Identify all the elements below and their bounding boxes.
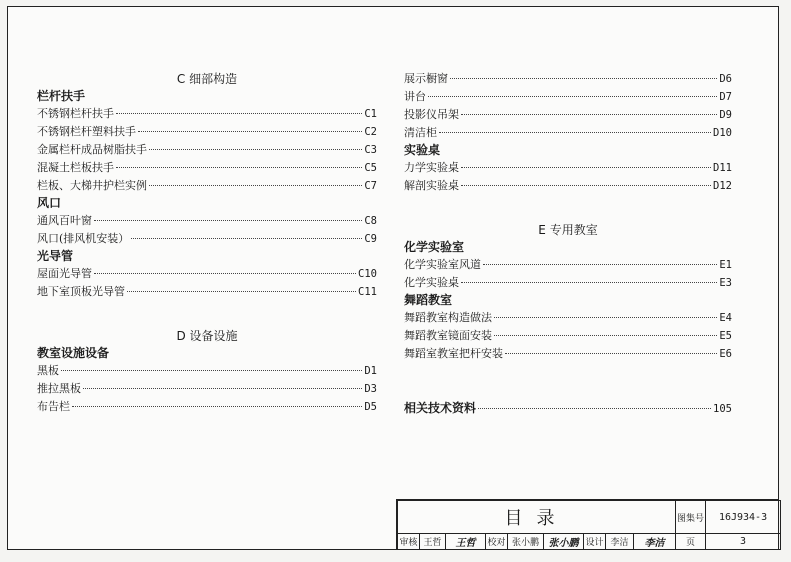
leader-dots xyxy=(127,291,356,292)
toc-entry-title: 力学实验桌 xyxy=(404,161,459,174)
toc-left-column xyxy=(37,70,377,416)
toc-entry-title: 舞蹈室教室把杆安装 xyxy=(404,347,503,360)
toc-entry[interactable] xyxy=(404,88,732,106)
toc-group-heading: 化学实验室 xyxy=(404,240,465,254)
design-signature: 李洁 xyxy=(634,534,676,550)
toc-right-column xyxy=(404,70,732,417)
toc-entry[interactable] xyxy=(37,212,377,230)
toc-entry-title: 不锈钢栏杆塑料扶手 xyxy=(37,125,136,138)
toc-entry-title: 风口(排风机安装） xyxy=(37,232,130,245)
check-name: 张小鹏 xyxy=(508,534,544,550)
toc-entry-title: 地下室顶板光导管 xyxy=(37,285,125,298)
toc-entry-page: D1 xyxy=(364,365,377,377)
review-label: 审核 xyxy=(398,534,420,550)
toc-entry[interactable] xyxy=(404,106,732,124)
groups-d2 xyxy=(404,142,732,195)
toc-entry-page: E6 xyxy=(719,348,732,360)
toc-entry-title: 展示橱窗 xyxy=(404,72,448,85)
review-signature: 王哲 xyxy=(446,534,486,550)
toc-entry-page: 105 xyxy=(713,403,732,415)
atlas-label: 图集号 xyxy=(676,501,706,534)
leader-dots xyxy=(428,96,717,97)
toc-entry[interactable] xyxy=(37,141,377,159)
leader-dots xyxy=(138,131,362,132)
leader-dots xyxy=(439,132,711,133)
toc-group-heading: 风口 xyxy=(37,196,62,210)
toc-entry-title: 舞蹈教室镜面安装 xyxy=(404,329,492,342)
leader-dots xyxy=(505,353,717,354)
toc-entry-page: C9 xyxy=(364,233,377,245)
atlas-number: 16J934-3 xyxy=(706,501,781,534)
toc-entry-page: C2 xyxy=(364,126,377,138)
leader-dots xyxy=(149,149,362,150)
leader-dots xyxy=(116,167,362,168)
toc-entry-page: D9 xyxy=(719,109,732,121)
groups-c xyxy=(37,88,377,301)
toc-entry-title: 不锈钢栏杆扶手 xyxy=(37,107,114,120)
leader-dots xyxy=(72,406,362,407)
toc-group-heading: 教室设施设备 xyxy=(37,346,110,360)
leader-dots xyxy=(131,238,362,239)
toc-entry-page: C8 xyxy=(364,215,377,227)
leader-dots xyxy=(461,114,717,115)
toc-entry-related[interactable] xyxy=(404,399,732,417)
section-c-title: C 细部构造 xyxy=(176,72,238,86)
toc-entry-title: 金属栏杆成品树脂扶手 xyxy=(37,143,147,156)
leader-dots xyxy=(461,282,717,283)
section-d-title: D 设备设施 xyxy=(176,329,238,343)
leader-dots xyxy=(494,335,717,336)
toc-entry-title: 黑板 xyxy=(37,364,59,377)
document-title: 目录 xyxy=(398,501,676,534)
toc-entry-title: 化学实验室风道 xyxy=(404,258,481,271)
toc-entry[interactable] xyxy=(37,398,377,416)
toc-entry-title: 投影仪吊架 xyxy=(404,108,459,121)
toc-entry[interactable] xyxy=(37,283,377,301)
groups-e xyxy=(404,239,732,363)
toc-entry-title: 化学实验桌 xyxy=(404,276,459,289)
toc-group-heading: 栏杆扶手 xyxy=(37,89,86,103)
toc-entry[interactable] xyxy=(404,345,732,363)
review-name: 王哲 xyxy=(420,534,446,550)
toc-entry[interactable] xyxy=(37,265,377,283)
toc-entry[interactable] xyxy=(404,159,732,177)
toc-entry[interactable] xyxy=(404,70,732,88)
toc-entry-title: 混凝土栏板扶手 xyxy=(37,161,114,174)
toc-entry-page: D10 xyxy=(713,127,732,139)
toc-entry-page: D11 xyxy=(713,162,732,174)
leader-dots xyxy=(461,167,711,168)
page-number: 3 xyxy=(706,534,781,550)
toc-entry-page: C5 xyxy=(364,162,377,174)
check-signature: 张小鹏 xyxy=(544,534,584,550)
toc-entry[interactable] xyxy=(37,123,377,141)
toc-entry-title: 推拉黑板 xyxy=(37,382,81,395)
toc-entry-title: 讲台 xyxy=(404,90,426,103)
toc-group-heading: 光导管 xyxy=(37,249,74,263)
leader-dots xyxy=(83,388,362,389)
toc-entry[interactable] xyxy=(404,327,732,345)
leader-dots xyxy=(478,408,711,409)
toc-entry-page: E1 xyxy=(719,259,732,271)
toc-entry-page: D5 xyxy=(364,401,377,413)
toc-entry-page: C1 xyxy=(364,108,377,120)
toc-entry[interactable] xyxy=(404,309,732,327)
d-continued-items xyxy=(404,70,732,142)
leader-dots xyxy=(94,220,362,221)
leader-dots xyxy=(461,185,711,186)
toc-entry-page: E5 xyxy=(719,330,732,342)
toc-entry[interactable] xyxy=(37,159,377,177)
leader-dots xyxy=(116,113,362,114)
leader-dots xyxy=(494,317,717,318)
leader-dots xyxy=(149,185,362,186)
toc-entry[interactable] xyxy=(404,177,732,195)
check-label: 校对 xyxy=(486,534,508,550)
toc-entry[interactable] xyxy=(404,124,732,142)
toc-entry-page: C10 xyxy=(358,268,377,280)
toc-entry[interactable] xyxy=(37,380,377,398)
title-block xyxy=(396,499,779,550)
toc-entry-title: 通风百叶窗 xyxy=(37,214,92,227)
page-label: 页 xyxy=(676,534,706,550)
toc-entry-page: E4 xyxy=(719,312,732,324)
toc-entry[interactable] xyxy=(404,256,732,274)
toc-group-heading: 舞蹈教室 xyxy=(404,293,453,307)
leader-dots xyxy=(483,264,717,265)
toc-entry[interactable] xyxy=(404,274,732,292)
groups-d xyxy=(37,345,377,416)
toc-entry-title: 解剖实验桌 xyxy=(404,179,459,192)
toc-entry-title: 相关技术资料 xyxy=(404,401,477,415)
toc-entry-page: D12 xyxy=(713,180,732,192)
toc-entry-page: E3 xyxy=(719,277,732,289)
leader-dots xyxy=(450,78,717,79)
leader-dots xyxy=(61,370,362,371)
toc-entry[interactable] xyxy=(37,177,377,195)
toc-entry-page: D7 xyxy=(719,91,732,103)
toc-entry-title: 清洁柜 xyxy=(404,126,437,139)
toc-entry[interactable] xyxy=(37,105,377,123)
toc-group-heading: 实验桌 xyxy=(404,143,441,157)
toc-entry-title: 栏板、大梯井护栏实例 xyxy=(37,179,147,192)
toc-entry-page: D6 xyxy=(719,73,732,85)
toc-entry-page: C7 xyxy=(364,180,377,192)
toc-entry-title: 舞蹈教室构造做法 xyxy=(404,311,492,324)
toc-entry[interactable] xyxy=(37,362,377,380)
design-label: 设计 xyxy=(584,534,606,550)
toc-entry-title: 布告栏 xyxy=(37,400,70,413)
toc-entry-title: 屋面光导管 xyxy=(37,267,92,280)
design-name: 李洁 xyxy=(606,534,634,550)
section-e-title: E 专用教室 xyxy=(538,223,598,237)
toc-entry-page: C11 xyxy=(358,286,377,298)
toc-entry[interactable] xyxy=(37,230,377,248)
toc-entry-page: D3 xyxy=(364,383,377,395)
leader-dots xyxy=(94,273,356,274)
toc-entry-page: C3 xyxy=(364,144,377,156)
